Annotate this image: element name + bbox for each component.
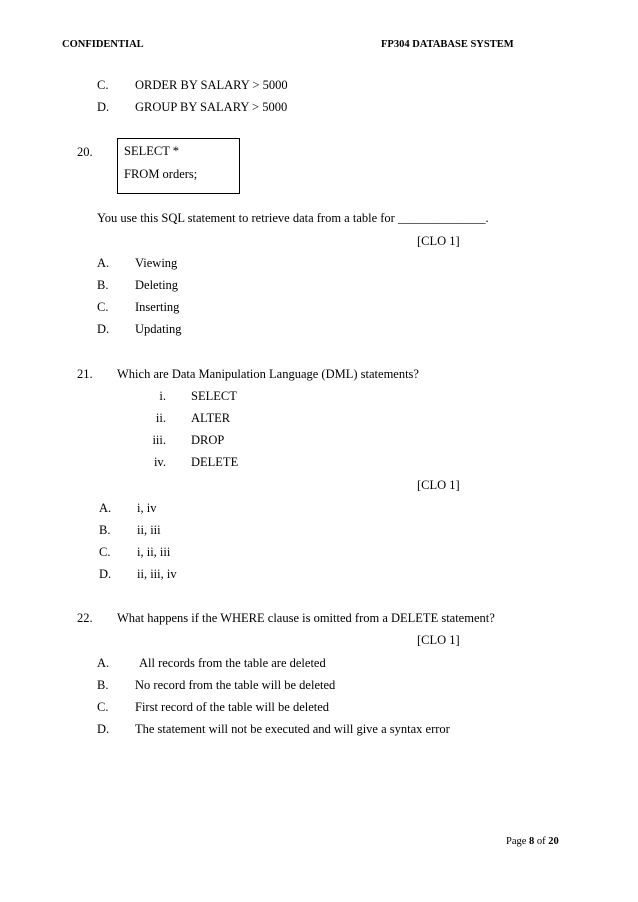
q19-option-d-label: D. — [97, 100, 110, 114]
q22-option-b-text: No record from the table will be deleted — [135, 678, 336, 692]
q19-option-c-text: ORDER BY SALARY > 5000 — [135, 78, 288, 92]
q21-item-iv-text: DELETE — [191, 455, 239, 469]
page-current: 8 — [529, 836, 535, 847]
q19-option-d-text: GROUP BY SALARY > 5000 — [135, 100, 288, 114]
header-confidential: CONFIDENTIAL — [62, 39, 144, 50]
q21-number: 21. — [77, 367, 93, 381]
q20-clo: [CLO 1] — [417, 234, 460, 248]
q21-option-a-label: A. — [99, 501, 112, 515]
q20-number: 20. — [77, 145, 93, 159]
q21-option-b-label: B. — [99, 523, 111, 537]
q22-stem: What happens if the WHERE clause is omitted from a DELETE statement? — [117, 611, 495, 625]
q20-option-c-text: Inserting — [135, 300, 180, 314]
page-of: of — [536, 836, 546, 847]
q22-option-d-label: D. — [97, 722, 110, 736]
q22-clo: [CLO 1] — [417, 633, 460, 647]
q21-stem: Which are Data Manipulation Language (DML) statements? — [117, 367, 419, 381]
q22-option-d-text: The statement will not be executed and will give a syntax error — [135, 722, 450, 736]
q22-option-b-label: B. — [97, 678, 109, 692]
q22-option-c-label: C. — [97, 700, 109, 714]
q22-number: 22. — [77, 611, 93, 625]
q20-option-d-text: Updating — [135, 322, 182, 336]
q20-option-d-label: D. — [97, 322, 110, 336]
q22-option-a-label: A. — [97, 656, 110, 670]
q21-item-i-label: i. — [159, 389, 166, 403]
q21-option-c-text: i, ii, iii — [137, 545, 171, 559]
q20-option-c-label: C. — [97, 300, 109, 314]
q21-item-iii-label: iii. — [152, 433, 166, 447]
page-prefix: Page — [506, 836, 527, 847]
q21-item-i-text: SELECT — [191, 389, 237, 403]
q21-option-b-text: ii, iii — [137, 523, 161, 537]
q22-option-c-text: First record of the table will be deleted — [135, 700, 330, 714]
q21-option-a-text: i, iv — [137, 501, 157, 515]
page-total: 20 — [548, 836, 559, 847]
page-number — [506, 837, 559, 848]
q21-item-iv-label: iv. — [153, 455, 166, 469]
header-course: FP304 DATABASE SYSTEM — [381, 39, 514, 50]
q20-option-a-text: Viewing — [135, 256, 178, 270]
q19-option-c-label: C. — [97, 78, 109, 92]
q20-code-line-1: SELECT * — [124, 144, 179, 158]
q21-option-d-text: ii, iii, iv — [137, 567, 177, 581]
q21-item-ii-label: ii. — [155, 411, 166, 425]
q21-option-d-label: D. — [99, 567, 112, 581]
q20-option-a-label: A. — [97, 256, 110, 270]
q20-option-b-label: B. — [97, 278, 109, 292]
q20-option-b-text: Deleting — [135, 278, 179, 292]
q22-option-a-text: All records from the table are deleted — [139, 656, 326, 670]
q21-clo: [CLO 1] — [417, 478, 460, 492]
q20-stem: You use this SQL statement to retrieve data from a table for ______________. — [97, 211, 489, 225]
q21-item-ii-text: ALTER — [191, 411, 231, 425]
q21-option-c-label: C. — [99, 545, 111, 559]
q20-code-line-2: FROM orders; — [124, 167, 198, 181]
q21-item-iii-text: DROP — [191, 433, 225, 447]
